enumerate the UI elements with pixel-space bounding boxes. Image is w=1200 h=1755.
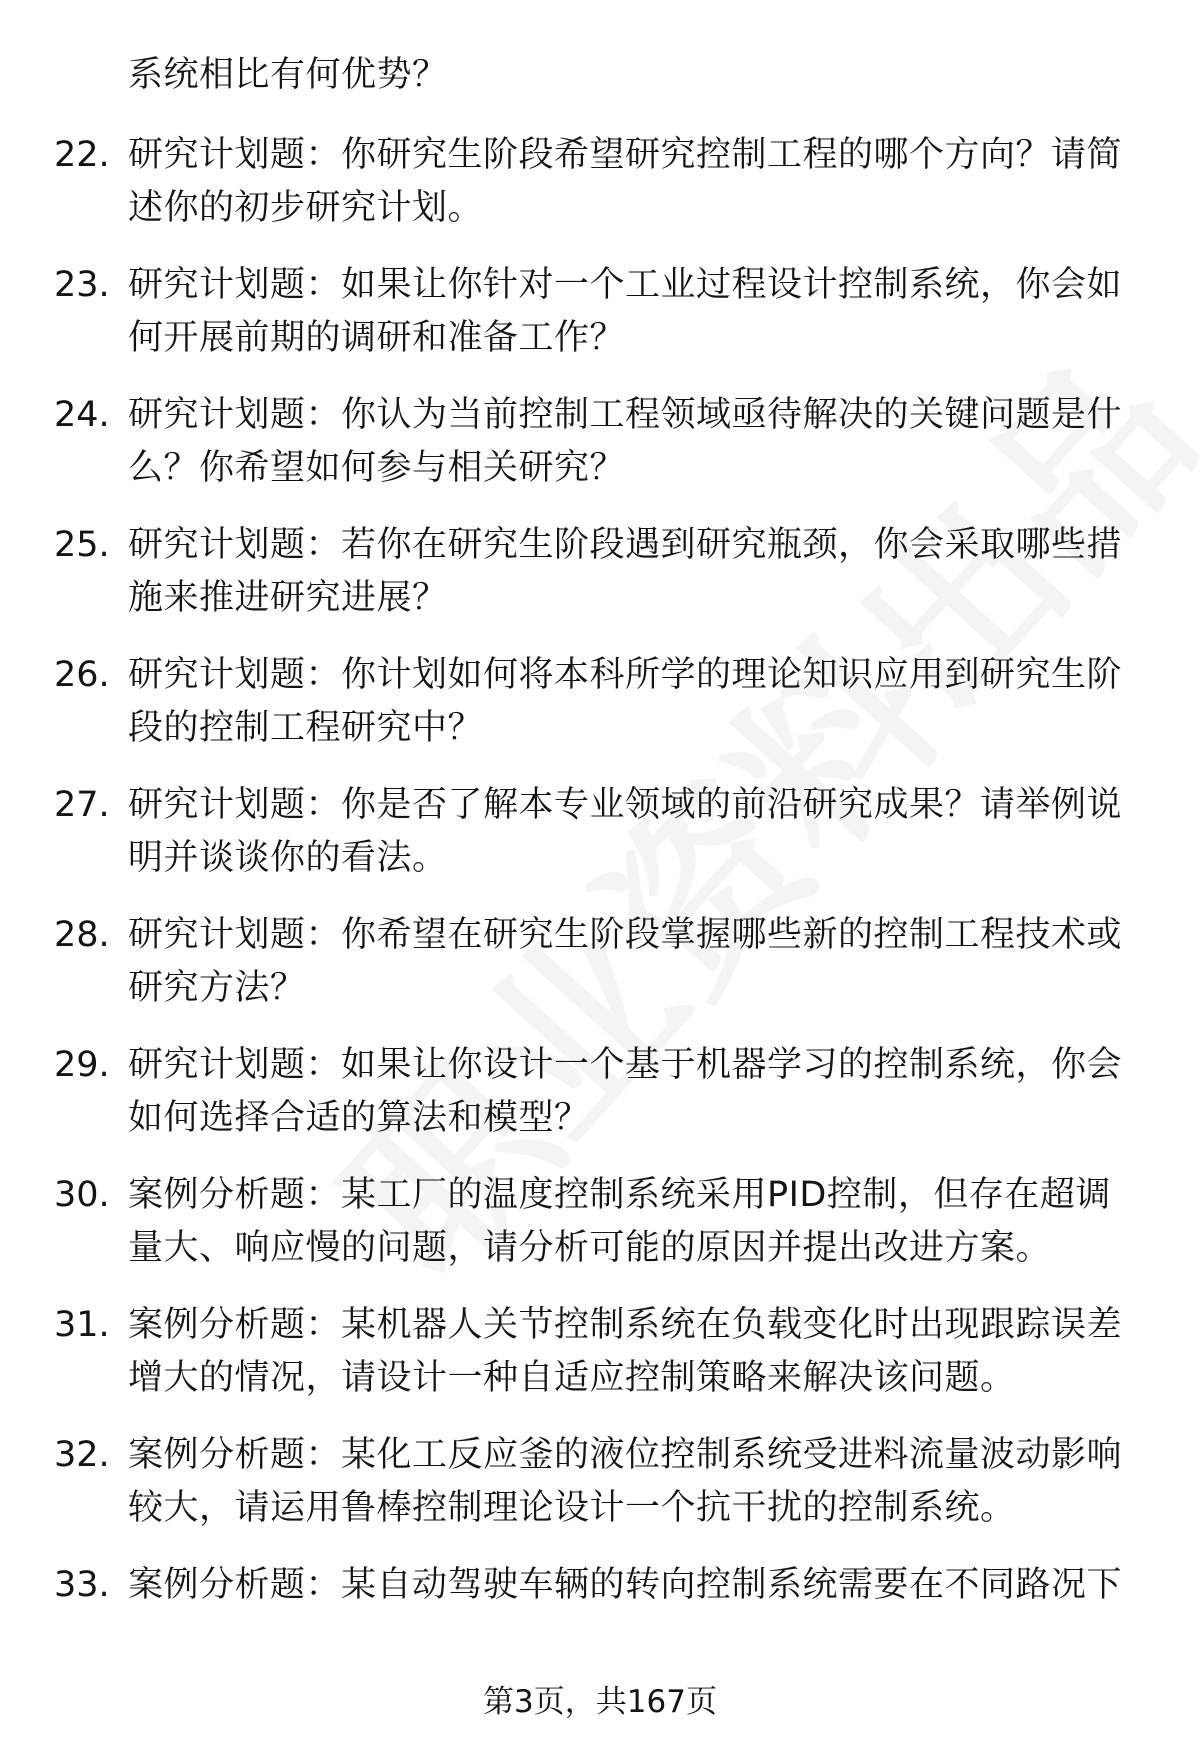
question-number: 27. <box>54 785 110 825</box>
question-text-line: 较大，请运用鲁棒控制理论设计一个抗干扰的控制系统。 <box>128 1488 1016 1528</box>
question-text-line: 研究计划题：你研究生阶段希望研究控制工程的哪个方向？请简 <box>128 135 1123 175</box>
question-number: 28. <box>54 915 110 955</box>
question-text-line: 研究计划题：如果让你针对一个工业过程设计控制系统，你会如 <box>128 265 1123 305</box>
question-text-line: 明并谈谈你的看法。 <box>128 838 448 878</box>
question-text-line: 研究计划题：你计划如何将本科所学的理论知识应用到研究生阶 <box>128 655 1123 695</box>
question-text-line: 么？你希望如何参与相关研究？ <box>128 448 626 488</box>
page-footer: 第3页，共167页 <box>483 1684 717 1720</box>
question-text-line: 段的控制工程研究中？ <box>128 708 484 748</box>
question-number: 31. <box>54 1305 110 1345</box>
question-text-line: 案例分析题：某自动驾驶车辆的转向控制系统需要在不同路况下 <box>128 1565 1123 1605</box>
question-number: 29. <box>54 1045 110 1085</box>
question-number: 30. <box>54 1175 110 1215</box>
question-text-line: 如何选择合适的算法和模型？ <box>128 1098 590 1138</box>
question-text-line: 增大的情况，请设计一种自适应控制策略来解决该问题。 <box>128 1358 1016 1398</box>
question-number: 22. <box>54 135 110 175</box>
question-number: 25. <box>54 525 110 565</box>
question-number: 26. <box>54 655 110 695</box>
question-text-line: 施来推进研究进展？ <box>128 578 448 618</box>
question-text-line: 研究计划题：你是否了解本专业领域的前沿研究成果？请举例说 <box>128 785 1123 825</box>
question-text-line: 研究计划题：如果让你设计一个基于机器学习的控制系统，你会 <box>128 1045 1123 1085</box>
question-text-line: 量大、响应慢的问题，请分析可能的原因并提出改进方案。 <box>128 1228 1052 1268</box>
question-text-line: 述你的初步研究计划。 <box>128 188 484 228</box>
question-number: 33. <box>54 1565 110 1605</box>
question-text-line: 系统相比有何优势？ <box>128 55 448 95</box>
question-number: 24. <box>54 395 110 435</box>
question-number: 32. <box>54 1435 110 1475</box>
question-text-line: 案例分析题：某机器人关节控制系统在负载变化时出现跟踪误差 <box>128 1305 1123 1345</box>
question-text-line: 何开展前期的调研和准备工作？ <box>128 318 626 358</box>
question-text-line: 研究计划题：若你在研究生阶段遇到研究瓶颈，你会采取哪些措 <box>128 525 1123 565</box>
question-text-line: 研究方法？ <box>128 968 306 1008</box>
question-number: 23. <box>54 265 110 305</box>
question-text-line: 案例分析题：某工厂的温度控制系统采用PID控制，但存在超调 <box>128 1175 1111 1215</box>
question-text-line: 案例分析题：某化工反应釜的液位控制系统受进料流量波动影响 <box>128 1435 1123 1475</box>
question-text-line: 研究计划题：你认为当前控制工程领域亟待解决的关键问题是什 <box>128 395 1123 435</box>
question-text-line: 研究计划题：你希望在研究生阶段掌握哪些新的控制工程技术或 <box>128 915 1123 955</box>
